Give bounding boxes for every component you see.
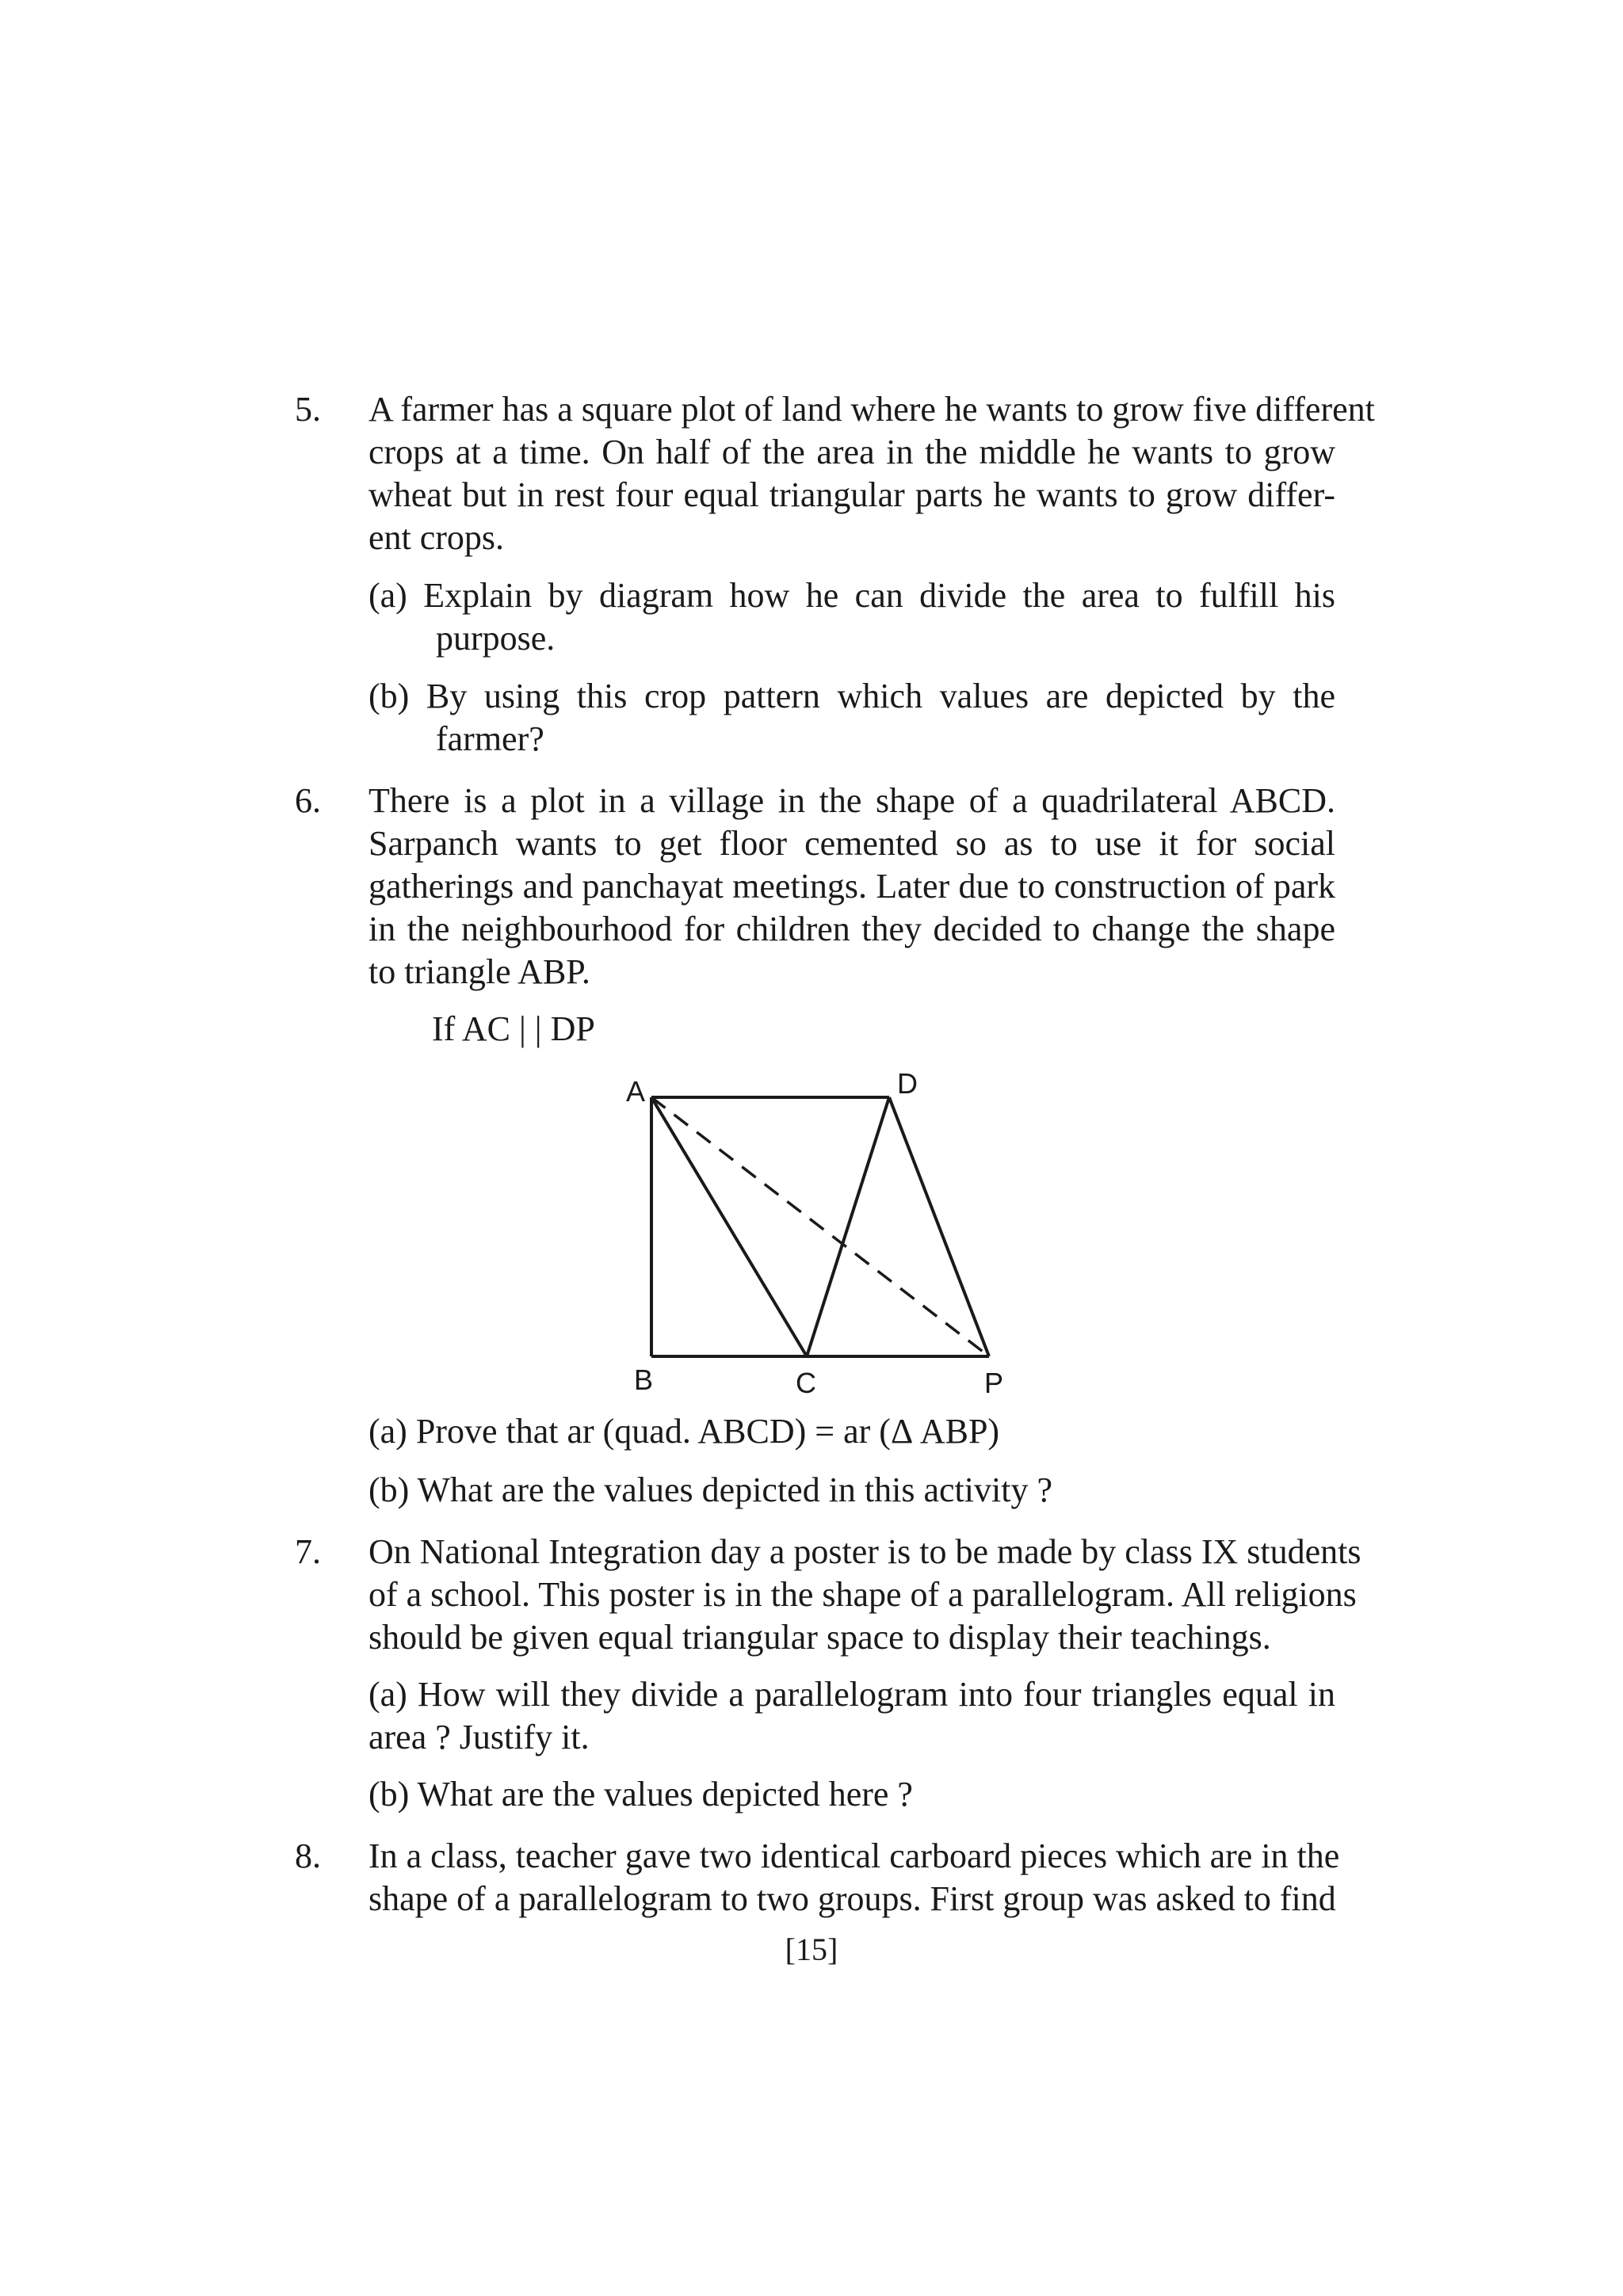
segment-dp: [889, 1097, 989, 1356]
vertex-label-d: D: [897, 1067, 918, 1100]
question-5-line-1: A farmer has a square plot of land where he wants to grow five different: [369, 390, 1375, 429]
segment-ac: [651, 1097, 807, 1356]
question-6-line-5: to triangle ABP.: [369, 952, 590, 991]
vertex-label-a: A: [626, 1075, 646, 1108]
question-8-number: 8.: [295, 1836, 321, 1875]
question-5a-line-2: purpose.: [436, 619, 556, 658]
vertex-label-p: P: [984, 1367, 1004, 1399]
question-6-line-3: gatherings and panchayat meetings. Later due to construction of park: [369, 867, 1335, 906]
vertex-label-b: B: [634, 1363, 654, 1396]
question-7-line-2: of a school. This poster is in the shape of a parallelogram. All religions: [369, 1575, 1357, 1614]
question-7a-line-2: area ? Justify it.: [369, 1718, 590, 1756]
page-number: [15]: [785, 1932, 838, 1967]
question-7-line-1: On National Integration day a poster is to be made by class IX students: [369, 1532, 1361, 1571]
question-5a-line-1: (a) Explain by diagram how he can divide the area to fulfill his: [369, 576, 1335, 615]
question-8-line-2: shape of a parallelogram to two groups. First group was asked to find: [369, 1879, 1336, 1918]
question-6b: (b) What are the values depicted in this activity ?: [369, 1470, 1052, 1509]
question-7-line-3: should be given equal triangular space to display their teachings.: [369, 1618, 1271, 1657]
question-6-line-4: in the neighbourhood for children they decided to change the shape: [369, 910, 1335, 948]
question-7-number: 7.: [295, 1532, 321, 1571]
question-8-line-1: In a class, teacher gave two identical carboard pieces which are in the: [369, 1836, 1340, 1875]
question-6-number: 6.: [295, 781, 321, 820]
question-5-number: 5.: [295, 390, 321, 429]
question-6-condition: If AC | | DP: [432, 1009, 595, 1048]
question-6-line-2: Sarpanch wants to get floor cemented so as to use it for social: [369, 824, 1335, 863]
question-6-line-1: There is a plot in a village in the shape of a quadrilateral ABCD.: [369, 781, 1335, 820]
question-5-line-2: crops at a time. On half of the area in the middle he wants to grow: [369, 433, 1335, 471]
question-7a-line-1: (a) How will they divide a parallelogram into four triangles equal in: [369, 1675, 1335, 1714]
question-5b-line-1: (b) By using this crop pattern which values are depicted by the: [369, 677, 1335, 715]
question-5-line-3: wheat but in rest four equal triangular parts he wants to grow differ-: [369, 475, 1335, 514]
question-5-line-4: ent crops.: [369, 518, 505, 557]
figure-svg: [602, 1062, 1030, 1402]
question-7b: (b) What are the values depicted here ?: [369, 1775, 913, 1814]
question-6a: (a) Prove that ar (quad. ABCD) = ar (Δ ABP): [369, 1412, 1000, 1451]
vertex-label-c: C: [796, 1367, 816, 1399]
quadrilateral-figure: [602, 1062, 1030, 1402]
question-5b-line-2: farmer?: [436, 719, 544, 758]
